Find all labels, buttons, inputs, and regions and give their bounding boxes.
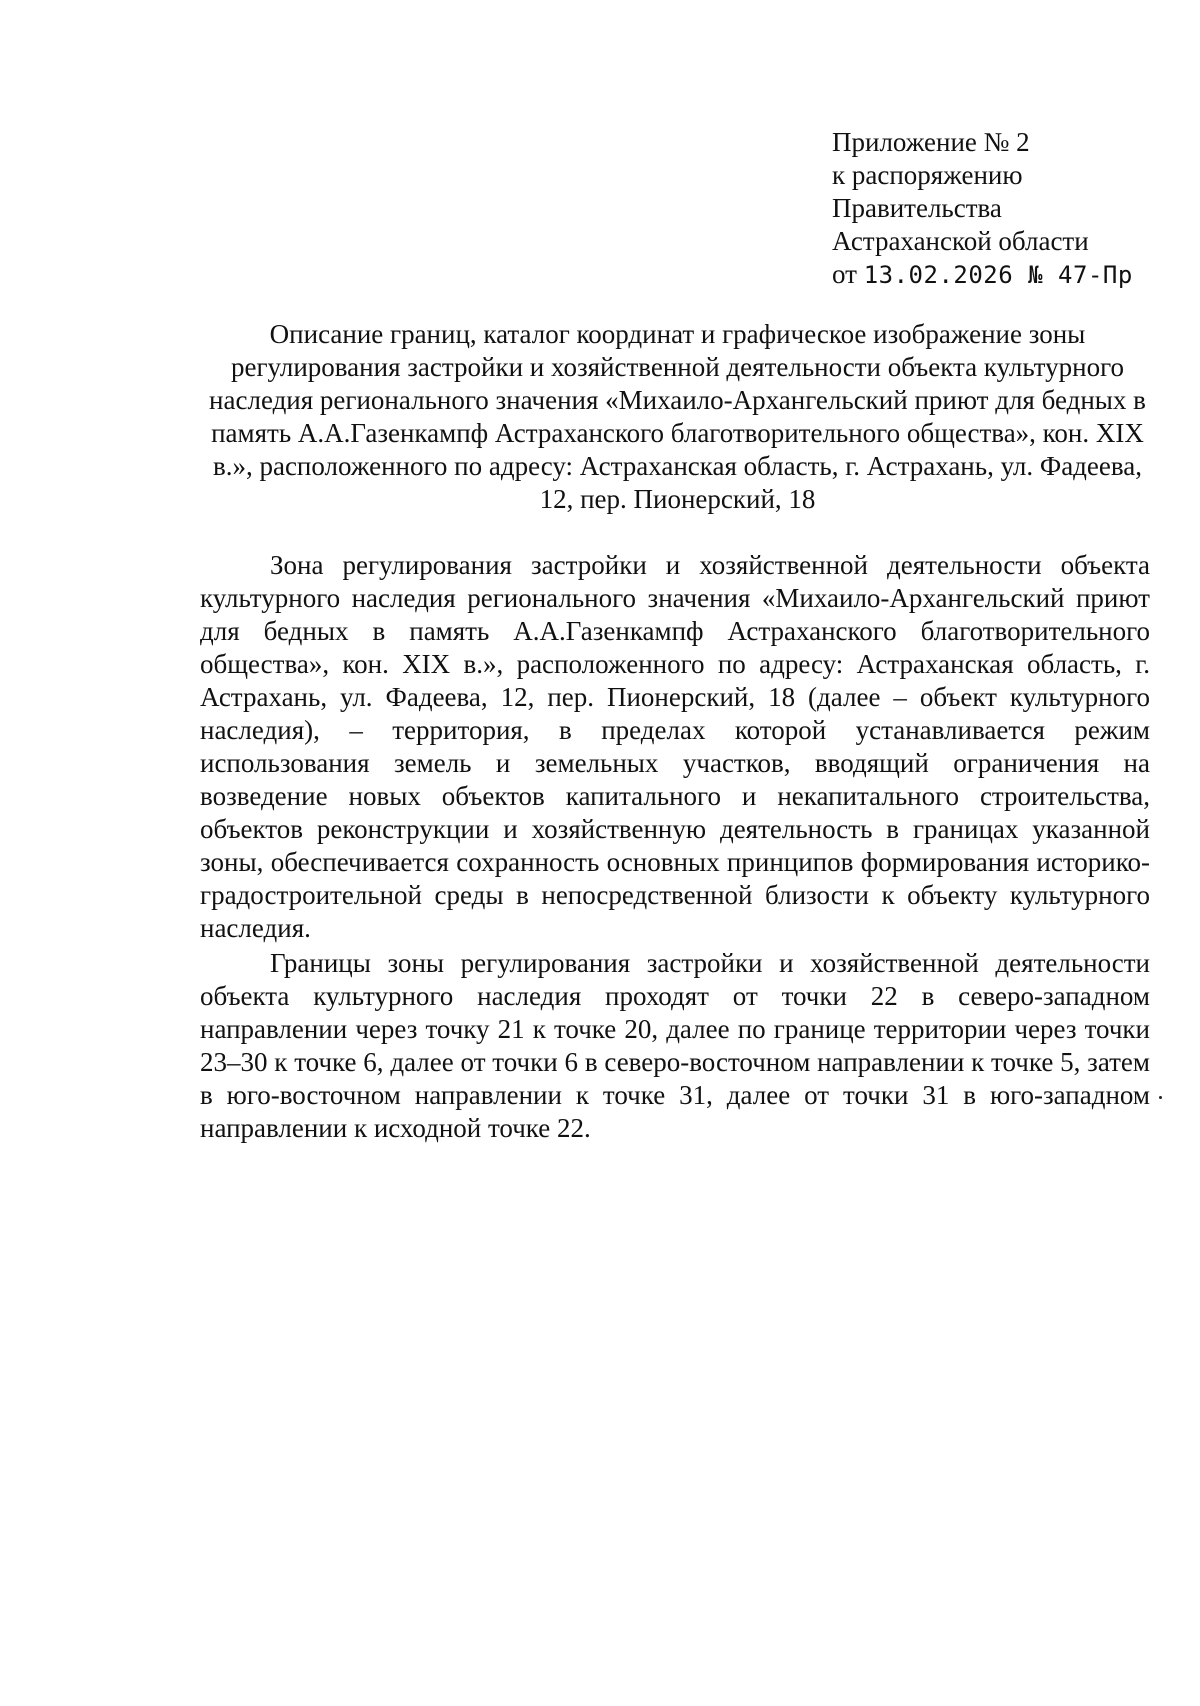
body-paragraph-2: Границы зоны регулирования застройки и хозяйственной деятельности объекта культурного наследия проходят от точки 22 в северо-западном направлении через точку 21 к точке 20, далее по границе территории через точки 23–30 к точке 6, далее от точки 6 в северо-восточном направлении к точке 5, затем в юго-восточном направлении к точке 31, далее от точки 31 в юго-западном направлении к исходной точке 22. (200, 948, 1150, 1143)
scan-speck (1159, 1096, 1162, 1099)
body-paragraph-1: Зона регулирования застройки и хозяйственной деятельности объекта культурного наследия регионального значения «Михаило-Архангельский приют для бедных в память А.А.Газенкампф Астраханского благотворительного общества», кон. XIX в.», расположенного по адресу: Астраханская область, г. Астрахань, ул. Фадеева, 12, пер. Пионерский, 18 (далее – объект культурного наследия), – территория, в пределах которой устанавливается режим использования земель и земельных участков, вводящий ограничения на возведение новых объектов капитального и некапитального строительства, объектов реконструкции и хозяйственную деятельность в границах указанной зоны, обеспечивается сохранность основных принципов формирования историко-градостроительной среды в непосредственной близости к объекту культурного наследия. (200, 550, 1150, 943)
appendix-line-4: Астраханской области (832, 226, 1089, 256)
appendix-line-3: Правительства (832, 193, 1002, 223)
appendix-line-1: Приложение № 2 (832, 127, 1030, 157)
appendix-block (832, 126, 1162, 292)
appendix-date-value: 13.02.2026 № 47-Пр (863, 261, 1133, 289)
appendix-date-line (832, 258, 1162, 292)
appendix-date-prefix: от (832, 259, 857, 289)
document-body (200, 549, 1150, 1145)
appendix-line-2: к распоряжению (832, 160, 1023, 190)
document-title: Описание границ, каталог координат и графическое изображение зоны регулирования застройки и хозяйственной деятельности объекта культурного наследия регионального значения «Михаило-Архангельский приют для бедных в память А.А.Газенкампф Астраханского благотворительного общества», кон. XIX в.», расположенного по адресу: Астраханская область, г. Астрахань, ул. Фадеева, 12, пер. Пионерский, 18 (209, 319, 1146, 514)
